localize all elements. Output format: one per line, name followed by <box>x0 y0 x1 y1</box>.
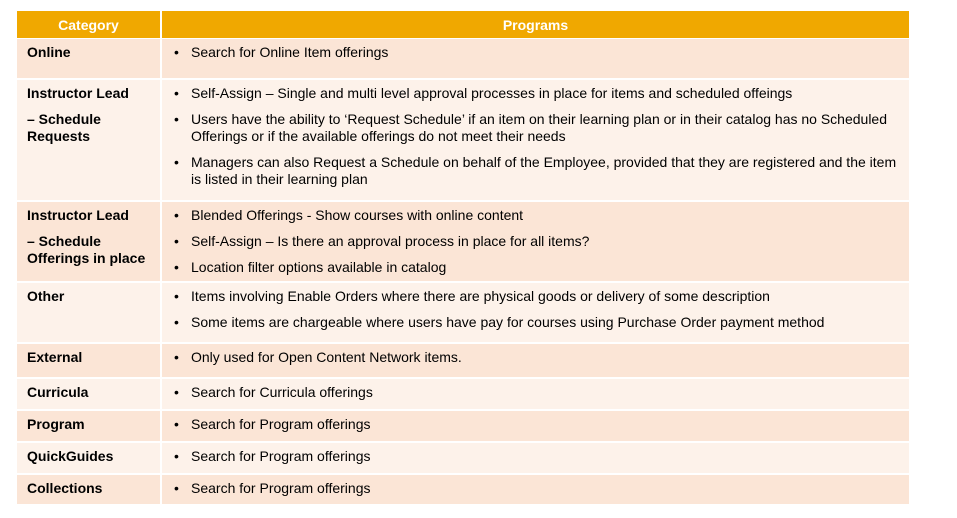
bullet-icon: • <box>174 258 179 275</box>
table-row <box>17 474 909 505</box>
program-list <box>174 85 899 188</box>
bullet-icon: • <box>174 383 179 400</box>
list-item-text: Blended Offerings - Show courses with online content <box>191 206 524 223</box>
category-cell <box>17 410 161 442</box>
table-row <box>17 79 909 201</box>
table-row <box>17 442 909 474</box>
bullet-icon: • <box>174 110 179 127</box>
program-list <box>174 448 899 465</box>
bullet-icon: • <box>174 232 179 249</box>
bullet-icon: • <box>174 415 179 432</box>
list-item <box>174 416 899 433</box>
list-item <box>174 154 899 188</box>
table-row <box>17 282 909 343</box>
list-item-text: Location filter options available in catalog <box>191 258 447 275</box>
list-item-text: Only used for Open Content Network items. <box>191 348 462 365</box>
category-cell <box>17 378 161 410</box>
category-label: – Schedule <box>27 232 101 249</box>
program-list <box>174 384 899 401</box>
list-item-text: Managers can also Request a Schedule on behalf of the Employee, provided that they are registered and the item is listed in their learning plan <box>191 153 897 187</box>
list-item-text: Self-Assign – Single and multi level approval processes in place for items and scheduled offeings <box>191 84 793 101</box>
category-cell <box>17 343 161 378</box>
program-list <box>174 480 899 497</box>
bullet-icon: • <box>174 313 179 330</box>
list-item <box>174 288 899 305</box>
table-body <box>17 39 909 505</box>
bullet-icon: • <box>174 84 179 101</box>
category-label: Program <box>27 415 85 432</box>
list-item <box>174 111 899 145</box>
list-item-text: Search for Program offerings <box>191 447 371 464</box>
category-label: External <box>27 348 83 365</box>
table-row <box>17 378 909 410</box>
program-list <box>174 207 899 276</box>
category-label: Instructor Lead <box>27 84 129 101</box>
programs-cell <box>161 442 909 474</box>
bullet-icon: • <box>174 206 179 223</box>
table-row <box>17 201 909 282</box>
list-item-text: Search for Curricula offerings <box>191 383 373 400</box>
category-header: Category <box>17 11 161 39</box>
list-item-text: Search for Online Item offerings <box>191 44 389 60</box>
category-label: Collections <box>27 479 103 496</box>
programs-cell <box>161 410 909 442</box>
bullet-icon: • <box>174 153 179 170</box>
programs-header: Programs <box>161 11 909 39</box>
category-label: – Schedule <box>27 110 101 127</box>
list-item-text: Users have the ability to ‘Request Schedule’ if an item on their learning plan or in their catalog has no Scheduled Offerings or if the available offerings do not meet their needs <box>191 110 888 144</box>
list-item <box>174 314 899 331</box>
bullet-icon: • <box>174 447 179 464</box>
bullet-icon: • <box>174 479 179 496</box>
program-list <box>174 44 899 61</box>
list-item <box>174 44 899 61</box>
bullet-icon: • <box>174 348 179 365</box>
category-label: QuickGuides <box>27 447 114 464</box>
list-item-text: Search for Program offerings <box>191 479 371 496</box>
list-item <box>174 349 899 366</box>
header-row <box>17 11 909 39</box>
list-item <box>174 207 899 224</box>
category-label: Requests <box>27 127 91 144</box>
category-cell <box>17 39 161 79</box>
category-cell <box>17 201 161 282</box>
list-item <box>174 448 899 465</box>
list-item <box>174 480 899 497</box>
programs-cell <box>161 79 909 201</box>
list-item-text: Search for Program offerings <box>191 415 371 432</box>
category-cell <box>17 282 161 343</box>
program-list <box>174 349 899 366</box>
table-row <box>17 39 909 79</box>
program-list <box>174 416 899 433</box>
category-cell <box>17 442 161 474</box>
bullet-icon: • <box>174 44 179 60</box>
category-cell <box>17 79 161 201</box>
list-item-text: Some items are chargeable where users have pay for courses using Purchase Order payment method <box>191 313 825 330</box>
category-cell <box>17 474 161 505</box>
category-label: Online <box>27 44 71 60</box>
category-label: Curricula <box>27 383 89 400</box>
list-item-text: Self-Assign – Is there an approval process in place for all items? <box>191 232 590 249</box>
programs-cell <box>161 39 909 79</box>
list-item-text: Items involving Enable Orders where there are physical goods or delivery of some description <box>191 287 770 304</box>
programs-cell <box>161 474 909 505</box>
programs-cell <box>161 282 909 343</box>
programs-cell <box>161 378 909 410</box>
programs-table <box>17 11 909 506</box>
table-row <box>17 343 909 378</box>
program-list <box>174 288 899 331</box>
list-item <box>174 233 899 250</box>
category-label: Instructor Lead <box>27 206 129 223</box>
category-label: Other <box>27 287 65 304</box>
list-item <box>174 85 899 102</box>
programs-cell <box>161 201 909 282</box>
programs-cell <box>161 343 909 378</box>
table-row <box>17 410 909 442</box>
list-item <box>174 259 899 276</box>
list-item <box>174 384 899 401</box>
bullet-icon: • <box>174 287 179 304</box>
category-label: Offerings in place <box>27 249 146 266</box>
